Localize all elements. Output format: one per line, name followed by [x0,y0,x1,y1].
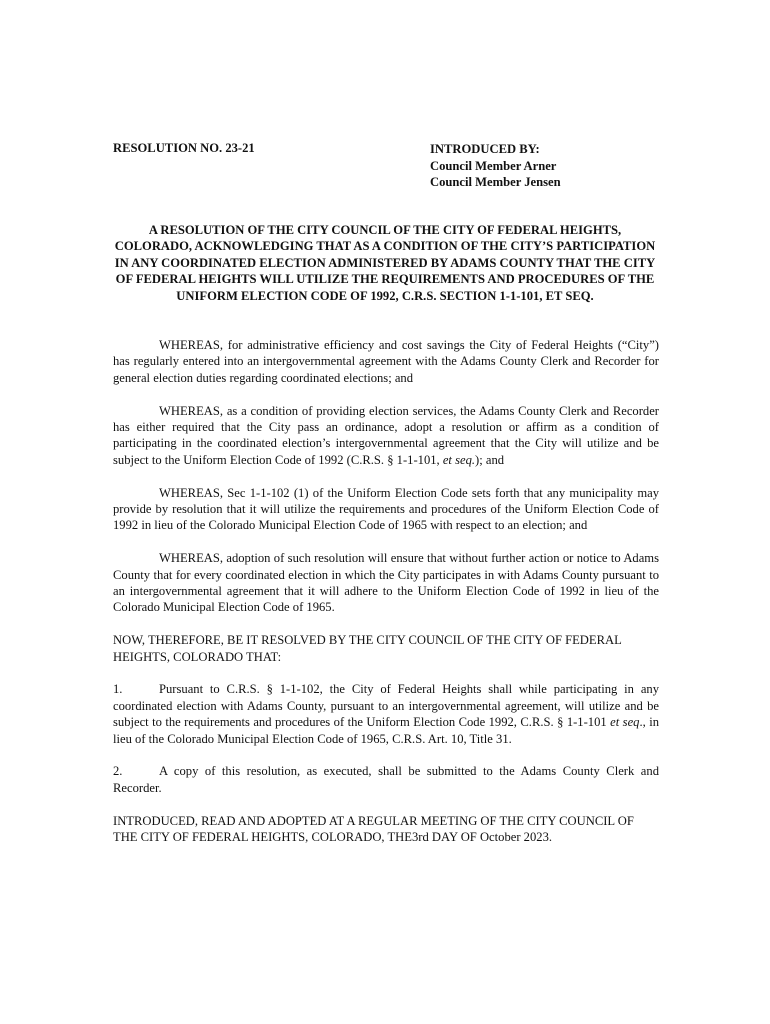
resolution-title: A RESOLUTION OF THE CITY COUNCIL OF THE CITY OF FEDERAL HEIGHTS, COLORADO, ACKNOWLEDGING THAT AS A CONDITION OF THE CITY’S PARTICIPATION IN ANY COORDINATED ELECTION ADMINISTERED BY ADAMS COUNTY THAT THE CITY OF FEDERAL HEIGHTS WILL UTILIZE THE REQUIREMENTS AND PROCEDURES OF THE UNIFORM ELECTION CODE OF 1992, C.R.S. SECTION 1-1-101, ET SEQ. [114,223,656,303]
item-text: ., in lieu of the Colorado Municipal Election Code of 1965, C.R.S. Art. 10, Title 31. [113,715,659,746]
clause-italic: et seq. [442,452,476,467]
adoption-statement: INTRODUCED, READ AND ADOPTED AT A REGULAR MEETING OF THE CITY COUNCIL OF THE CITY OF FEDERAL HEIGHTS, COLORADO, THE3rd DAY OF October 2023. [113,813,634,845]
introduced-by-label: INTRODUCED BY: [430,142,540,156]
resolved-statement: NOW, THEREFORE, BE IT RESOLVED BY THE CITY COUNCIL OF THE CITY OF FEDERAL HEIGHTS, COLORADO THAT: [113,633,622,664]
clause-text: WHEREAS, as a condition of providing election services, the Adams County Clerk and Recorder has either required that the City pass an ordinance, adopt a resolution or affirm as a condition of participating in the coordinated election’s intergovernmental agreement that the City will utilize and be subject to the Uniform Election Code of 1992 (C.R.S. § 1-1-101, [113,403,659,467]
item-text: Pursuant to C.R.S. § 1-1-102, the City of Federal Heights shall while participating in any coordinated election with Adams County, pursuant to an intergovernmental agreement, will utilize and be subject to the requirements and procedures of the Uniform Election Code 1992, C.R.S. § 1-1-101 [113,682,659,730]
whereas-clause: WHEREAS, Sec 1-1-102 (1) of the Uniform Election Code sets forth that any municipality may provide by resolution that it will utilize the requirements and procedures of the Uniform Election Code of 1992 in lieu of the Colorado Municipal Election Code of 1965 with respect to an election; and [113,485,659,533]
introduced-by-block [430,141,561,191]
item-number: 1. [113,682,123,697]
item-italic: et seq [610,715,640,730]
whereas-clause: WHEREAS, for administrative efficiency and cost savings the City of Federal Heights (“City”) has regularly entered into an intergovernmental agreement with the Adams County Clerk and Recorder for general election duties regarding coordinated elections; and [113,338,659,385]
resolution-number: RESOLUTION NO. 23-21 [113,141,255,155]
resolution-header [113,141,663,201]
introducer-name: Council Member Arner [430,158,557,173]
item-text: A copy of this resolution, as executed, shall be submitted to the Adams County Clerk and Recorder. [113,764,659,795]
resolution-body [113,337,659,862]
numbered-item [113,763,659,796]
whereas-clause: WHEREAS, adoption of such resolution will ensure that without further action or notice to Adams County that for every coordinated election in which the City participates in with Adams County pursuant to an intergovernmental agreement that it will adhere to the Uniform Election Code of 1992 in lieu of the Colorado Municipal Election Code of 1965. [113,551,659,615]
item-number: 2. [113,764,123,779]
clause-text: ); and [475,452,505,467]
whereas-clause [113,403,659,469]
introducer-name: Council Member Jensen [430,175,561,189]
numbered-item [113,681,659,747]
